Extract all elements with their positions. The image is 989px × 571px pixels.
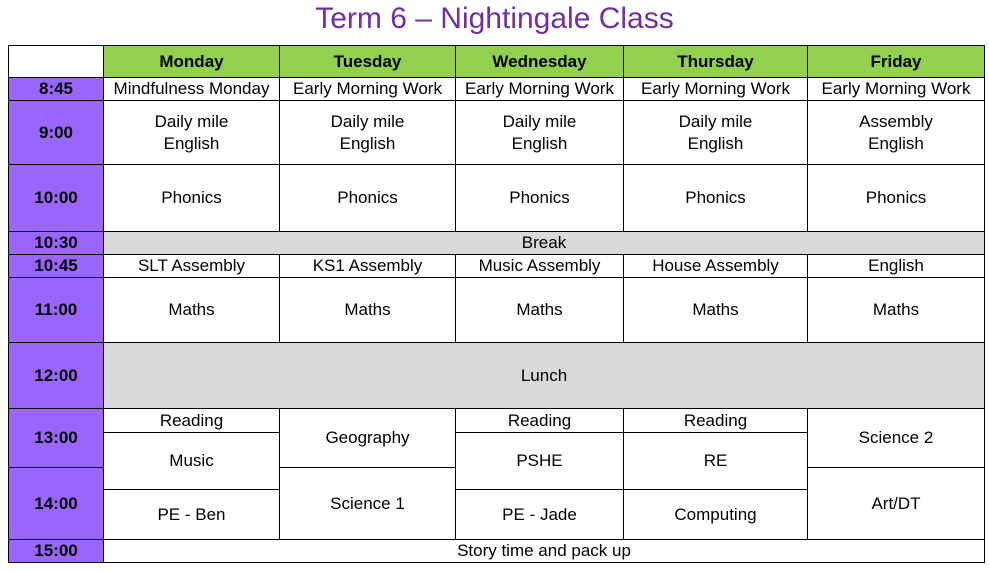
lesson-cell: House Assembly [624,255,808,278]
lesson-line: Daily mile [330,111,405,131]
lesson-cell: Reading [456,409,624,433]
lesson-line: English [868,133,924,153]
lesson-cell: Music Assembly [456,255,624,278]
lesson-cell: Science 1 [280,468,456,540]
timetable [8,45,985,563]
lesson-cell [104,101,280,165]
lesson-cell: Phonics [280,165,456,232]
lesson-line: English [163,133,220,153]
break-cell: Break [104,232,985,255]
lesson-cell: Reading [104,409,280,433]
lesson-cell: Maths [456,278,624,343]
lesson-cell [280,101,456,165]
lesson-cell: Mindfulness Monday [104,78,280,101]
lesson-cell: Maths [280,278,456,343]
lesson-cell: PE - Ben [104,490,280,540]
lesson-line: Daily mile [502,111,577,131]
time-0900: 9:00 [9,101,104,165]
lesson-cell: Phonics [104,165,280,232]
lesson-cell: Geography [280,409,456,468]
day-header-thursday: Thursday [624,46,808,78]
time-1100: 11:00 [9,278,104,343]
lesson-cell: KS1 Assembly [280,255,456,278]
lesson-cell: Maths [624,278,808,343]
day-header-tuesday: Tuesday [280,46,456,78]
lesson-cell: Phonics [624,165,808,232]
day-header-friday: Friday [808,46,985,78]
time-1400: 14:00 [9,468,104,540]
lesson-cell: PE - Jade [456,490,624,540]
lesson-cell: Early Morning Work [280,78,456,101]
lesson-cell: Early Morning Work [808,78,985,101]
time-1030: 10:30 [9,232,104,255]
story-cell: Story time and pack up [104,540,985,563]
lesson-cell: RE [624,433,808,490]
time-1000: 10:00 [9,165,104,232]
day-header-monday: Monday [104,46,280,78]
lesson-cell: Phonics [456,165,624,232]
time-1045: 10:45 [9,255,104,278]
lesson-cell: Music [104,433,280,490]
corner-cell [9,46,104,78]
lesson-line: English [511,133,568,153]
lesson-line: English [687,133,744,153]
lunch-cell: Lunch [104,343,985,409]
lesson-cell [808,101,985,165]
lesson-line: English [339,133,396,153]
lesson-line: Daily mile [154,111,229,131]
lesson-cell: Reading [624,409,808,433]
lesson-cell: PSHE [456,433,624,490]
lesson-cell: Phonics [808,165,985,232]
lesson-cell: Early Morning Work [456,78,624,101]
lesson-cell: Art/DT [808,468,985,540]
day-header-wednesday: Wednesday [456,46,624,78]
page-title: Term 6 – Nightingale Class [315,2,674,35]
lesson-cell [456,101,624,165]
lesson-cell: English [808,255,985,278]
lesson-cell [624,101,808,165]
time-1500: 15:00 [9,540,104,563]
lesson-line: Daily mile [678,111,753,131]
lesson-cell: Science 2 [808,409,985,468]
time-1300: 13:00 [9,409,104,468]
lesson-cell: Early Morning Work [624,78,808,101]
lesson-line: Assembly [859,111,933,131]
lesson-cell: Computing [624,490,808,540]
lesson-cell: SLT Assembly [104,255,280,278]
time-1200: 12:00 [9,343,104,409]
lesson-cell: Maths [808,278,985,343]
time-0845: 8:45 [9,78,104,101]
lesson-cell: Maths [104,278,280,343]
